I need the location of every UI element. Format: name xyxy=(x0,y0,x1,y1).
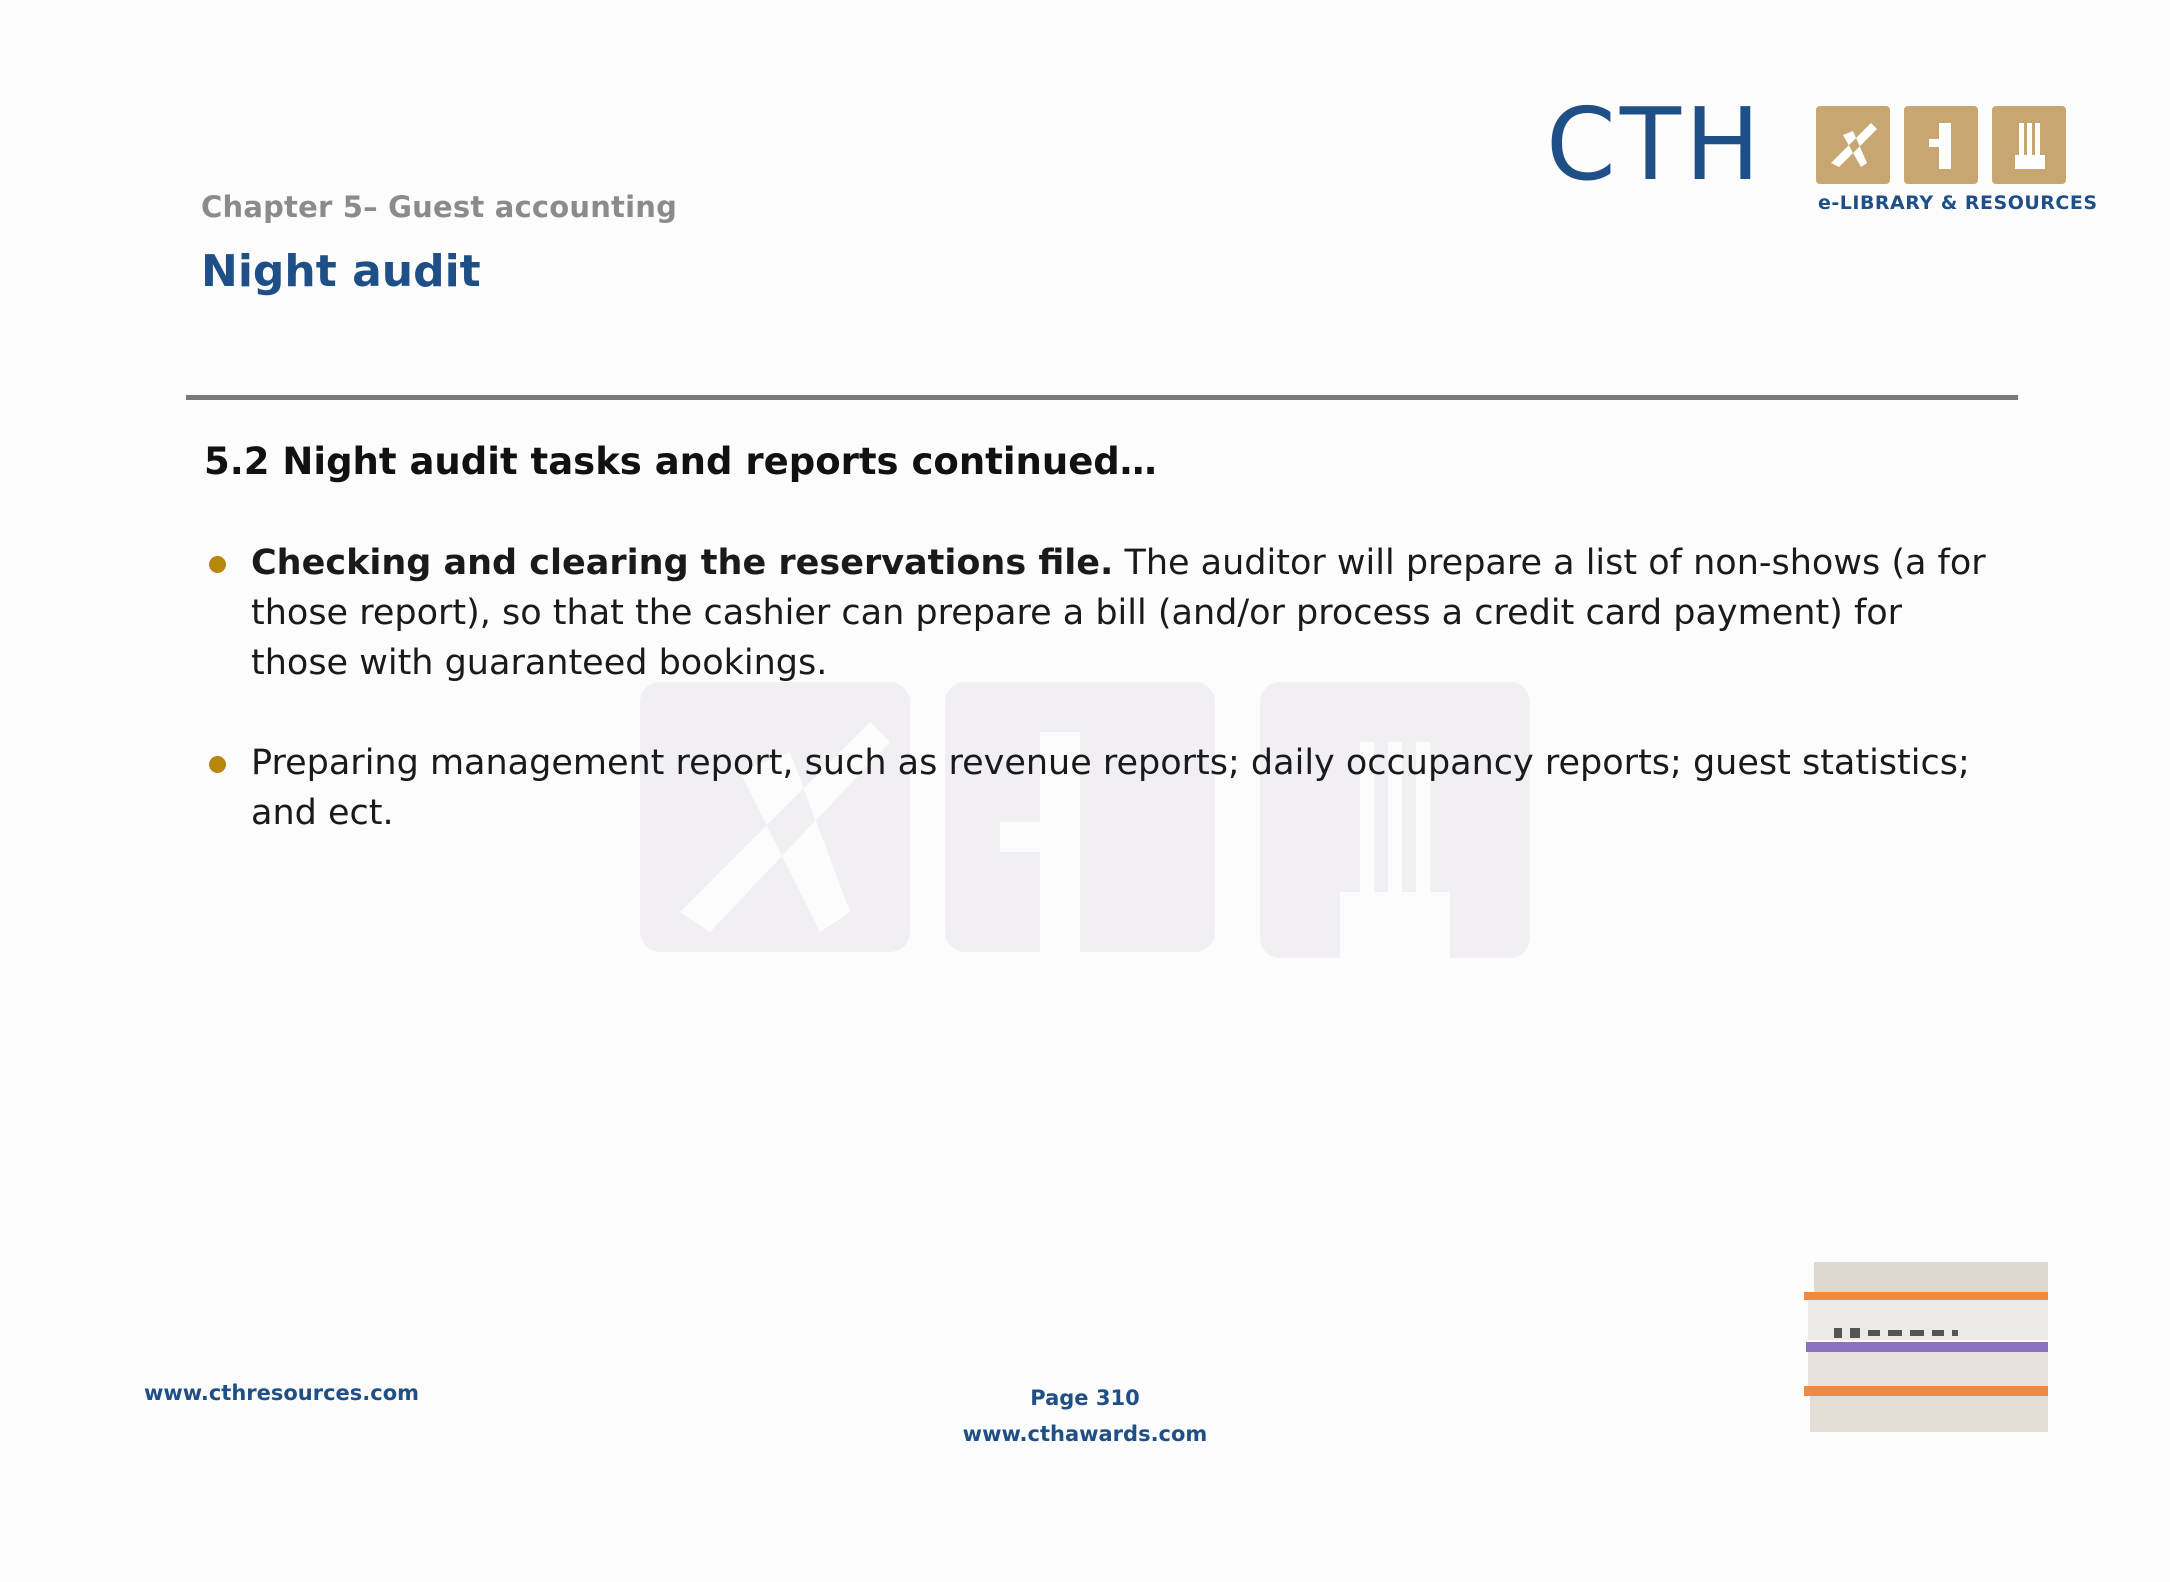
bullet-body: Preparing management report, such as revenue reports; daily occupancy reports; guest statistics; and ect. xyxy=(251,743,1970,833)
bullet-item xyxy=(204,538,2004,688)
chapter-label: Chapter 5– Guest accounting xyxy=(201,190,678,224)
page-title: Night audit xyxy=(201,246,481,297)
bullet-text xyxy=(251,543,1986,683)
header-divider xyxy=(186,395,2018,400)
logo-tiles xyxy=(1816,106,2066,184)
logo-subtitle: e-LIBRARY & RESOURCES xyxy=(1818,192,2098,214)
section-heading: 5.2 Night audit tasks and reports continued… xyxy=(204,440,1157,483)
footer-awards-link[interactable]: www.cthawards.com xyxy=(962,1422,1208,1446)
airplane-icon xyxy=(1816,106,1890,184)
cth-logo xyxy=(1546,86,2098,225)
bullet-dot xyxy=(209,756,226,773)
building-icon xyxy=(1904,106,1978,184)
bullet-body: The auditor will prepare a list of non-shows (a for those report), so that the cashier can prepare a bill (and/or process a credit card payment) for those with guaranteed bookings. xyxy=(251,543,1986,683)
bullet-item xyxy=(204,738,2004,838)
footer-resources-link[interactable]: www.cthresources.com xyxy=(144,1381,420,1405)
logo-brand-text: CTH xyxy=(1546,86,1765,203)
fork-icon xyxy=(1992,106,2066,184)
bullet-text xyxy=(251,743,1970,833)
bullet-dot xyxy=(209,556,226,573)
bullet-list xyxy=(204,538,2004,838)
page-number: Page 310 xyxy=(1030,1386,1140,1410)
bullet-bold-lead: Checking and clearing the reservations file. xyxy=(251,543,1114,583)
